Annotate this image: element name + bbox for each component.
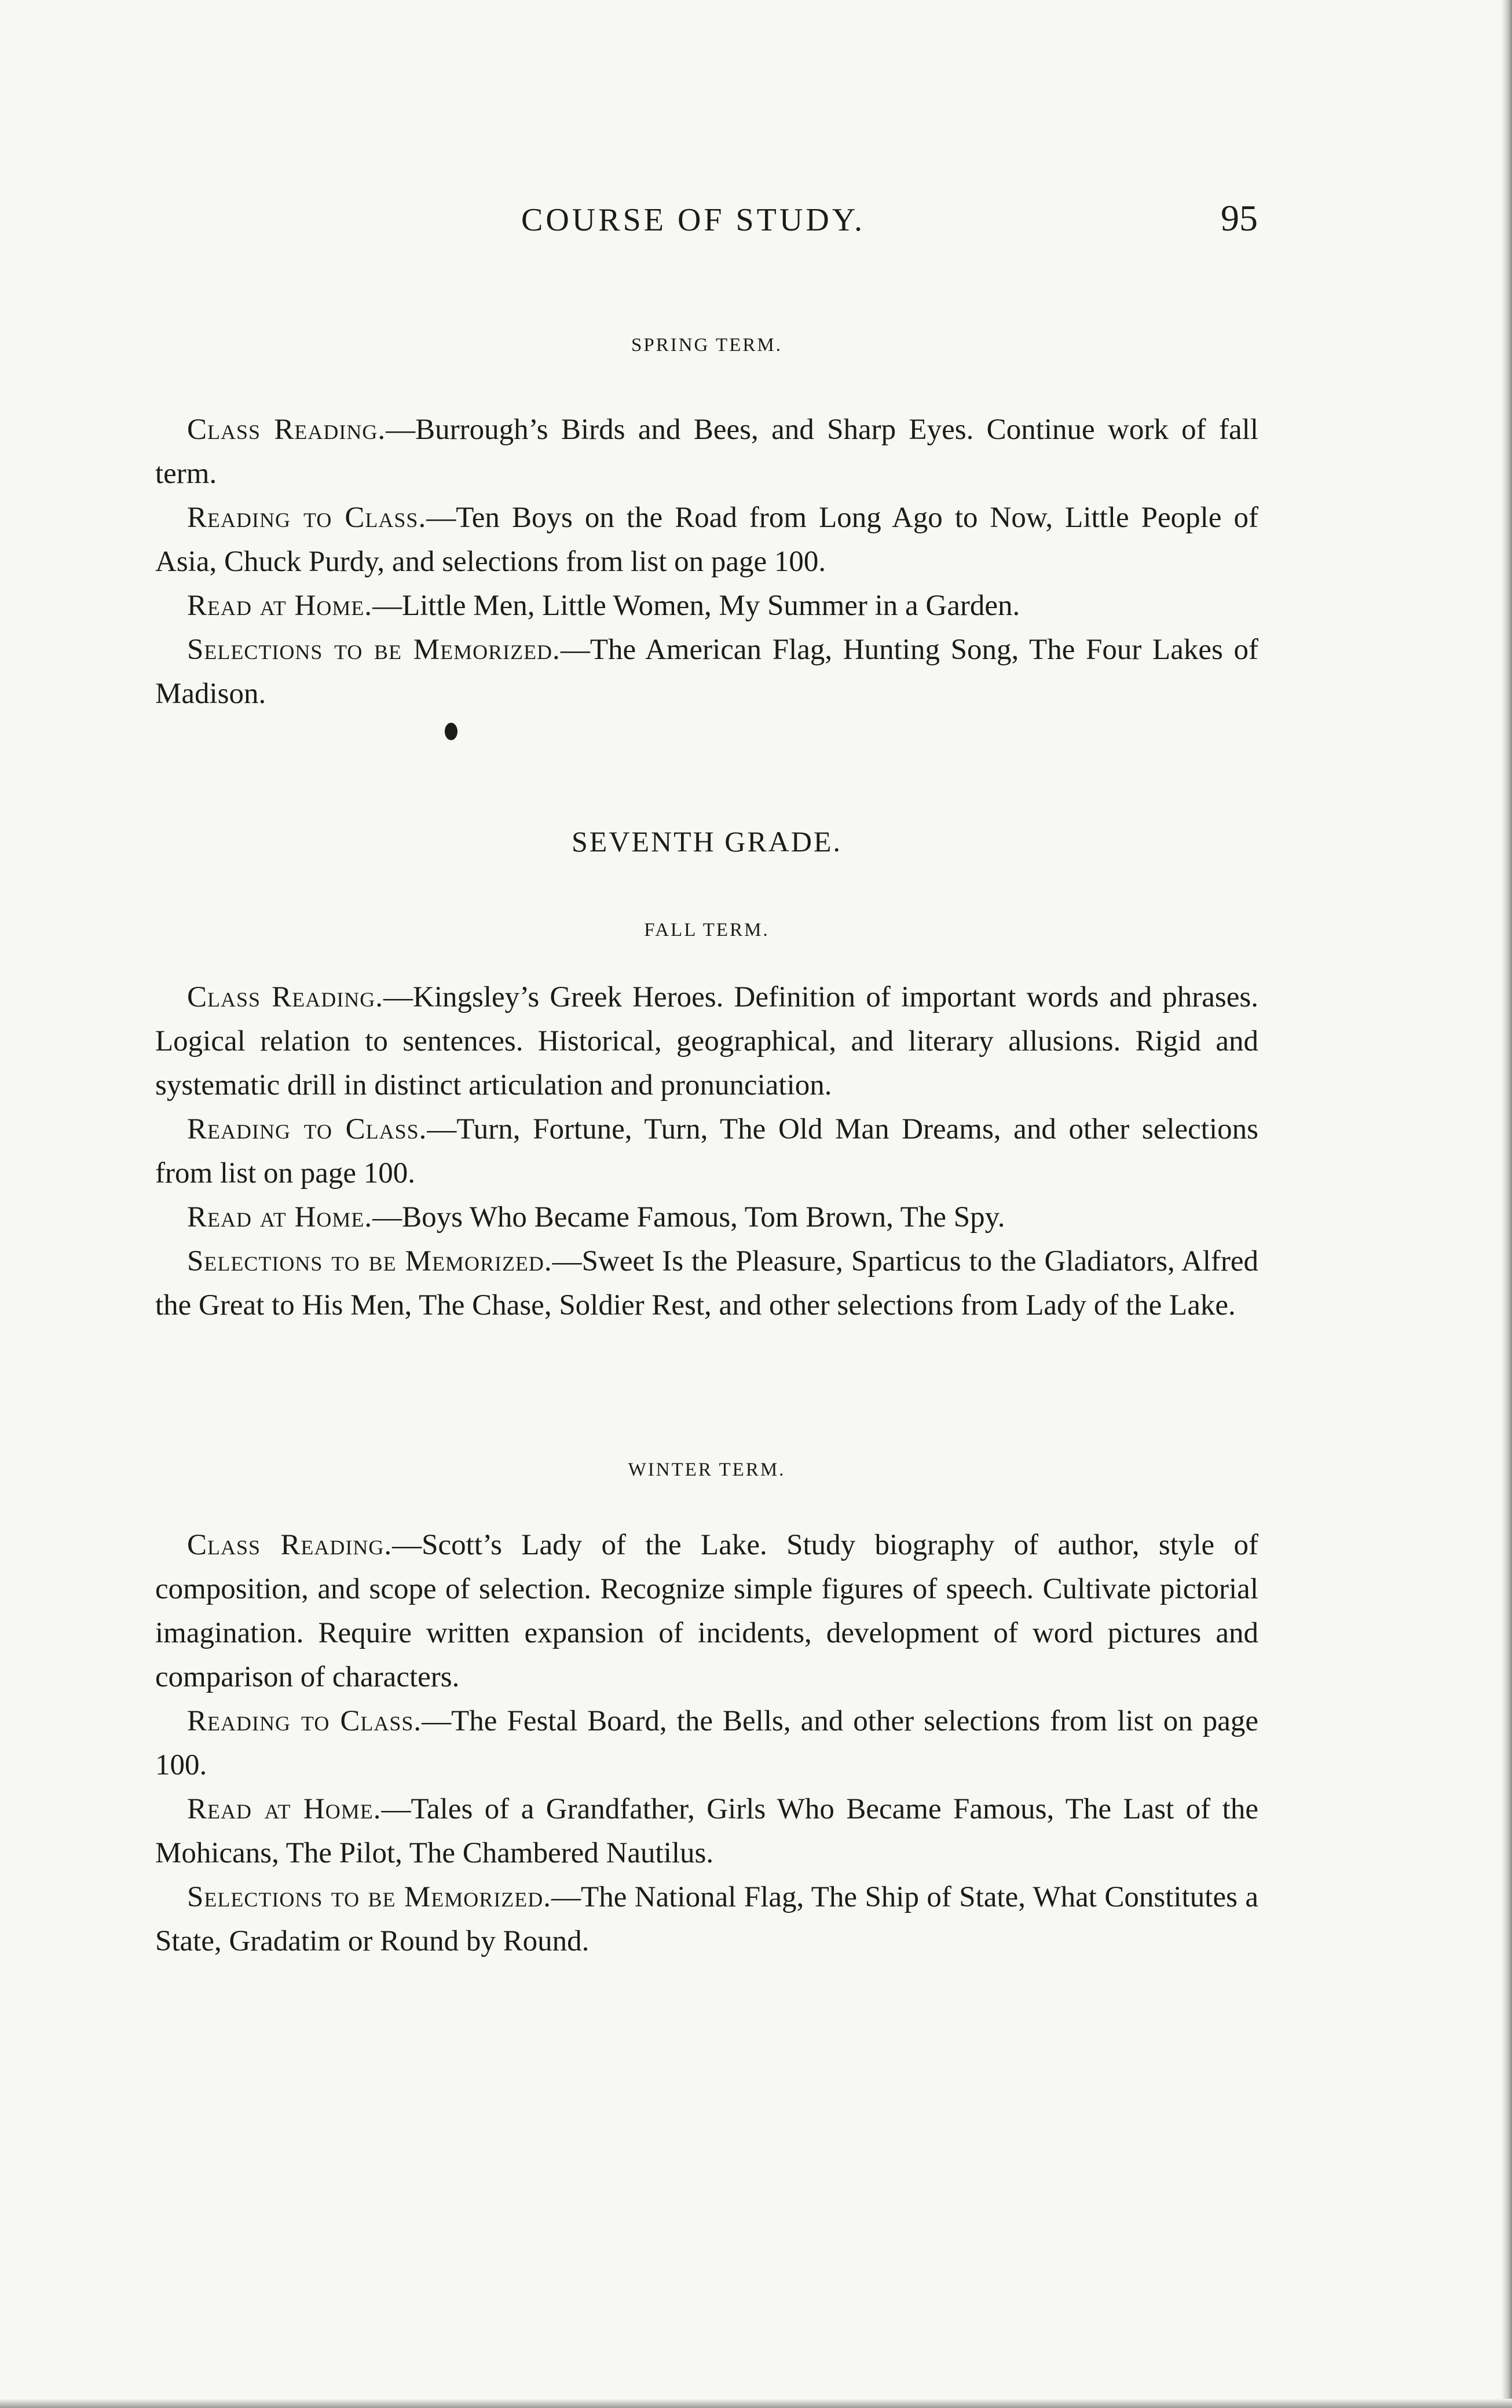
fall-term-heading: FALL TERM. (644, 920, 770, 940)
entry-text: —The American Flag, Hunting Song, The Four Lakes of Madison. (155, 634, 1258, 710)
scan-edge-bottom (0, 2399, 1512, 2408)
fall-term-body (155, 975, 1258, 1327)
winter-class-reading (155, 1523, 1258, 1699)
entry-text: —Little Men, Little Women, My Summer in a Garden. (372, 590, 1020, 622)
entry-text: —Kingsley’s Greek Heroes. Definition of important words and phrases. Logical relation to sentences. Historical, geographical, and literary allusions. Rigid and systematic drill in distinct articulation and pronunciation. (155, 981, 1258, 1101)
spring-selections-memorized (155, 628, 1258, 716)
spring-read-at-home (155, 584, 1258, 628)
entry-text: —Ten Boys on the Road from Long Ago to Now, Little People of Asia, Chuck Purdy, and selections from list on page 100. (155, 502, 1258, 578)
scan-edge-right (1502, 0, 1512, 2408)
entry-label: Read at Home. (187, 1201, 373, 1234)
fall-reading-to-class (155, 1107, 1258, 1195)
entry-label: Selections to be Memorized. (187, 634, 561, 666)
entry-label: Read at Home. (187, 590, 373, 622)
running-head: COURSE OF STUDY. (521, 202, 865, 238)
entry-text: —Turn, Fortune, Turn, The Old Man Dreams, and other selections from list on page 100. (155, 1113, 1258, 1190)
entry-label: Read at Home. (187, 1793, 382, 1825)
entry-label: Class Reading. (187, 1529, 393, 1561)
entry-label: Class Reading. (187, 413, 386, 446)
winter-reading-to-class (155, 1699, 1258, 1787)
seventh-grade-heading: SEVENTH GRADE. (572, 825, 842, 858)
spring-term-section (155, 335, 1258, 356)
winter-term-heading: WINTER TERM. (628, 1459, 786, 1480)
page-number: 95 (1221, 197, 1258, 239)
entry-label: Selections to be Memorized. (187, 1245, 552, 1278)
ink-blot-mark (445, 723, 457, 740)
spring-class-reading (155, 408, 1258, 496)
winter-term-body (155, 1523, 1258, 1963)
entry-text: —Sweet Is the Pleasure, Sparticus to the Gladiators, Alfred the Great to His Men, The Chase, Soldier Rest, and other selections from Lady of the Lake. (155, 1245, 1258, 1322)
entry-text: —Scott’s Lady of the Lake. Study biography of author, style of composition, and scope of selection. Recognize simple figures of speech. Cultivate pictorial imagination. Require written expansion of incidents, development of word pictures and comparison of characters. (155, 1529, 1258, 1693)
entry-text: —Tales of a Grandfather, Girls Who Became Famous, The Last of the Mohicans, The Pilot, The Chambered Nautilus. (155, 1793, 1258, 1869)
entry-text: —Burrough’s Birds and Bees, and Sharp Eyes. Continue work of fall term. (155, 413, 1258, 490)
winter-selections-memorized (155, 1875, 1258, 1963)
spring-term-body (155, 408, 1258, 716)
seventh-grade-section (155, 825, 1258, 858)
fall-term-section (155, 920, 1258, 941)
entry-text: —Boys Who Became Famous, Tom Brown, The Spy. (372, 1201, 1005, 1234)
entry-label: Reading to Class. (187, 502, 427, 534)
fall-read-at-home (155, 1195, 1258, 1239)
entry-text: —The National Flag, The Ship of State, What Constitutes a State, Gradatim or Round by Round. (155, 1881, 1258, 1957)
winter-read-at-home (155, 1787, 1258, 1875)
spring-reading-to-class (155, 496, 1258, 584)
entry-label: Reading to Class. (187, 1705, 422, 1737)
entry-label: Selections to be Memorized. (187, 1881, 552, 1913)
spring-term-heading: SPRING TERM. (631, 335, 782, 356)
fall-selections-memorized (155, 1239, 1258, 1327)
fall-class-reading (155, 975, 1258, 1107)
winter-term-section (155, 1459, 1258, 1481)
entry-text: —The Festal Board, the Bells, and other selections from list on page 100. (155, 1705, 1258, 1781)
entry-label: Reading to Class. (187, 1113, 427, 1146)
entry-label: Class Reading. (187, 981, 383, 1013)
